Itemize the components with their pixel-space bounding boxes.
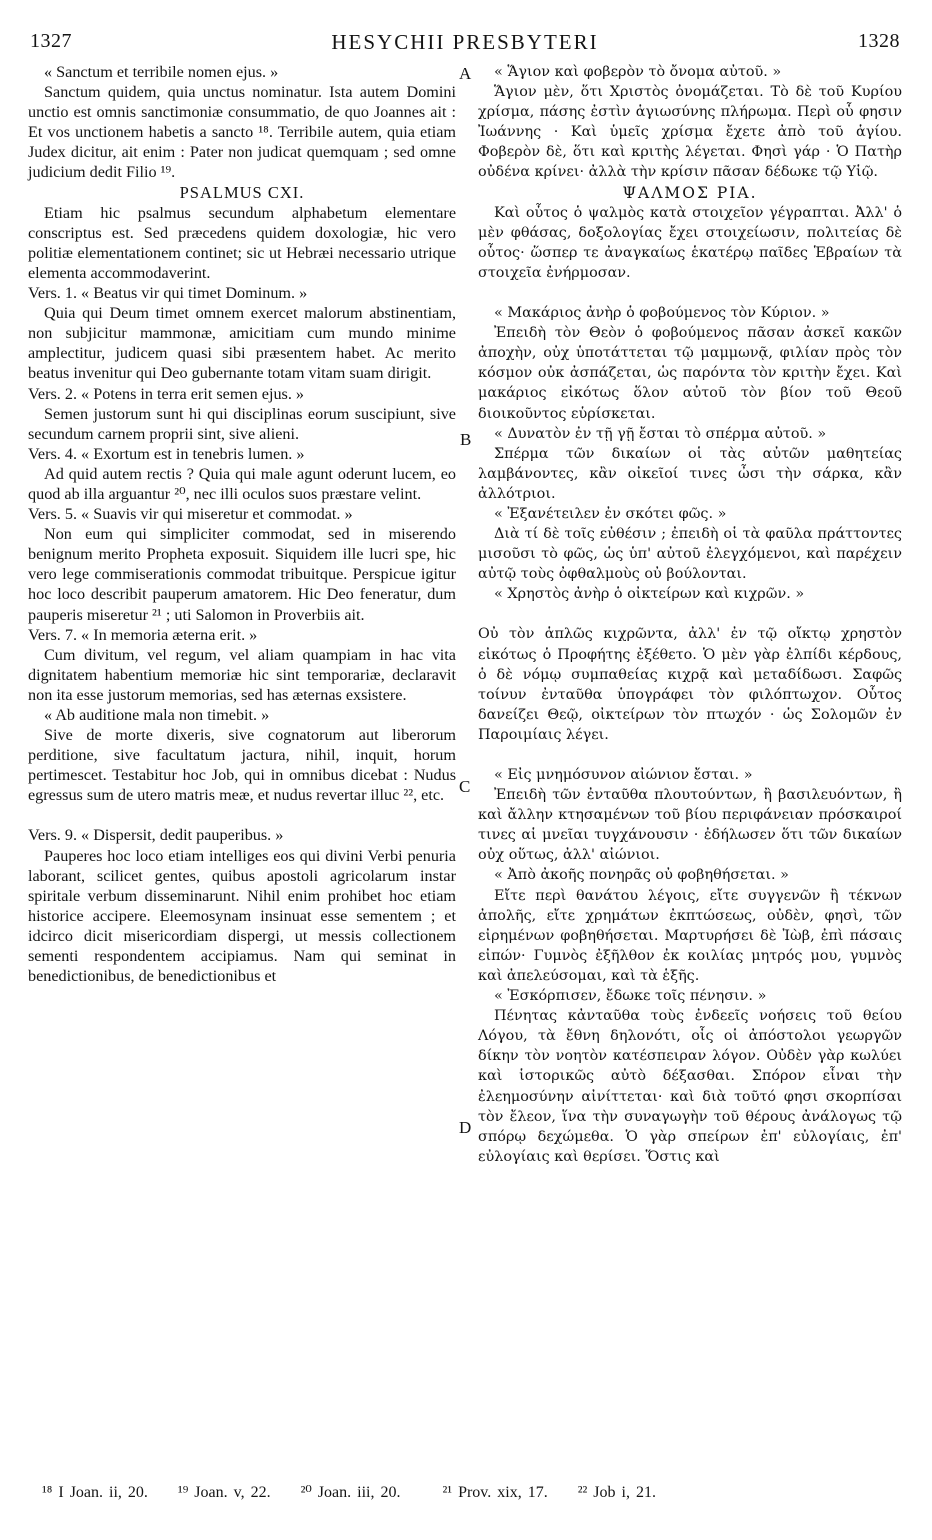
column-number-right: 1328 — [858, 30, 900, 52]
spacer — [478, 745, 902, 765]
latin-paragraph: Sive de morte dixeris, sive cognatorum aut liberorum perditione, sive facultatum jactura, nihil, inquit, horum pertimescet. Testabitur hoc Job, qui in omnibus dicebat : Nudus egressus sum de utero matris meæ, et nudus revertar illuc ²², etc. — [28, 726, 456, 805]
spacer — [478, 283, 902, 303]
footnote-22: ²² Job i, 21. — [577, 1484, 656, 1501]
greek-paragraph: Πένητας κἀνταῦθα τοὺς ἐνδεεῖς νοήσεις τοῦ θείου Λόγου, τὰ ἔθνη δηλονότι, οἷς οἱ ἀπόστολοι γεωργῶν δίκην τὸν νοητὸν κατέσπειραν λόγον. Οὐδὲν γὰρ κωλύει καὶ ἱστορικῶς αὐτὸ δέξασθαι. Σπόρον εἶναι τὴν ἐλεημοσύνην αἰνίττεται· καὶ διὰ τοῦτό φησι σκορπίσαι τὸν ἔλεον, ἵνα τὴν συναγωγὴν τοῦ θέρους ἀνάλογως τῷ σπόρῳ δεχώμεθα. Ὁ γὰρ σπείρων ἐπ' εὐλογίαις, ἐπ' εὐλογίαις καὶ θερίσει. Ὅστις καὶ — [478, 1008, 902, 1165]
greek-paragraph: Σπέρμα τῶν δικαίων οἱ τὰς αὐτῶν μαθητείας λαμβάνοντες, κἂν οἰκεῖοί τινες ὦσι τὴν σάρκα, κἂν ἀλλότριοι. — [478, 445, 902, 502]
footnotes — [42, 1482, 902, 1502]
greek-lemma: « Ἀπὸ ἀκοῆς πονηρᾶς οὐ φοβηθήσεται. » — [494, 867, 789, 884]
greek-column — [478, 62, 902, 1167]
footnote-20: ²⁰ Joan. iii, 20. — [300, 1484, 401, 1501]
greek-paragraph: Ἐπειδὴ τὸν Θεὸν ὁ φοβούμενος πᾶσαν ἀσκεῖ κακῶν ἀποχὴν, οὐχ ὑποτάττεται τῷ μαμμωνᾷ, φιλίαν πρὸς τὸν κόσμον οὐκ ἀσπάζεται, ὡς παρόντα τὸν κριτὴν ἔχει. Καὶ μακάριος εἰκότως ὅλον αὐτοῦ τὸν βίον τοῦ Θεοῦ διοικοῦντος εὑρίσκεται. — [478, 325, 902, 422]
greek-paragraph: Ἅγιον μὲν, ὅτι Χριστὸς ὀνομάζεται. Τὸ δὲ τοῦ Κυρίου χρίσμα, πάσης ἐστὶν ἁγιωσύνης πλήρωμα. Περὶ οὗ φησιν Ἰωάννης · Καὶ ὑμεῖς χρίσμα ἔχετε ἀπὸ τοῦ ἁγίου. Φοβερὸν δὲ, ὅτι καὶ κριτὴς λέγεται. Φησὶ γάρ · Ὁ Πατὴρ οὐδένα κρίνει· ἀλλὰ τὴν κρίσιν πᾶσαν δέδωκε τῷ Υἱῷ. — [478, 84, 902, 181]
running-header — [30, 30, 900, 60]
spacer — [478, 604, 902, 624]
latin-psalm-heading: PSALMUS CXI. — [179, 182, 305, 202]
margin-marker-b: B — [460, 430, 472, 449]
margin-marker-a: A — [459, 64, 472, 83]
greek-lemma: « Ἅγιον καὶ φοβερὸν τὸ ὄνομα αὐτοῦ. » — [494, 64, 782, 80]
latin-paragraph: Cum divitum, vel regum, vel aliam quampiam in hac vita dignitatem habentium memoriæ hic sint temporariæ, declaravit non ita esse justorum memorias, sed has æternas exsistere. — [28, 645, 456, 704]
latin-lemma: « Sanctum et terribile nomen ejus. » — [44, 63, 279, 81]
latin-paragraph: Non eum qui simpliciter commodat, sed in miserendo benignum merito Propheta exposuit. Siquidem ille lucri spe, hic vero lege commiserationis commodat tribuitque. Perspicue igitur hoc loco describit pauperum amatorem. Hic Deo feneratur, dum pauperis miseretur ²¹ ; uti Salomon in Proverbiis ait. — [28, 525, 456, 624]
latin-paragraph: Sanctum quidem, quia unctus nominatur. Ista autem Domini unctio est omnis sanctimoniæ consummatio, de quo Joannes ait : Et vos unctionem habetis a sancto ¹⁸. Terribile autem, quia etiam Judex dicitur, ait enim : Pater non judicat quemquam ; sed omne judicium dedit Filio ¹⁹. — [28, 83, 456, 182]
latin-paragraph: Ad quid autem rectis ? Quia qui male agunt oderunt lucem, eo quod ab illa arguantur ²⁰, nec illi oculos suos præstare velint. — [28, 464, 456, 503]
margin-marker-d: D — [459, 1118, 472, 1137]
greek-lemma: « Εἰς μνημόσυνον αἰώνιον ἔσται. » — [494, 767, 753, 783]
greek-lemma: « Δυνατὸν ἐν τῇ γῇ ἔσται τὸ σπέρμα αὐτοῦ. » — [494, 425, 827, 442]
running-title: HESYCHII PRESBYTERI — [331, 30, 599, 54]
greek-psalm-heading: ΨΑΛΜΟΣ ΡΙΑ. — [622, 183, 758, 202]
latin-verse-lemma: Vers. 9. « Dispersit, dedit pauperibus. » — [28, 826, 284, 845]
latin-verse-lemma: Vers. 2. « Potens in terra erit semen ejus. » — [28, 384, 305, 403]
latin-verse-lemma: Vers. 7. « In memoria æterna erit. » — [28, 625, 258, 644]
greek-lemma: « Χρηστὸς ἀνὴρ ὁ οἰκτείρων καὶ κιχρῶν. » — [494, 586, 805, 603]
latin-verse-lemma: Vers. 5. « Suavis vir qui miseretur et commodat. » — [28, 505, 353, 524]
greek-paragraph: Διὰ τί δὲ τοῖς εὐθέσιν ; ἐπειδὴ οἱ τὰ φαῦλα πράττοντες μισοῦσι τὸ φῶς, ὡς ὑπ' αὐτοῦ ἐλεγχόμενοι, καὶ παρέχειν αὐτῷ τοὺς ὀφθαλμοὺς οὐ βούλονται. — [478, 526, 902, 583]
greek-lemma: « Μακάριος ἀνὴρ ὁ φοβούμενος τὸν Κύριον. » — [494, 305, 830, 322]
latin-verse-lemma: Vers. 4. « Exortum est in tenebris lumen. » — [28, 444, 305, 463]
greek-paragraph: Εἴτε περὶ θανάτου λέγοις, εἴτε συγγενῶν ἢ τέκνων ἀπολῆς, εἴτε χρημάτων ἐκπτώσεως, οὐδὲν, φησὶ, τῶν εἰρημένων φοβηθήσεται. Μαρτυρήσει δὲ Ἰὼβ, ἐπὶ πάσαις εἰπών· Γυμνὸς ἐξῆλθον ἐκ κοιλίας μητρός μου, γυμνὸς καὶ ἀπελεύσομαι, καὶ τὰ ἑξῆς. — [478, 887, 902, 984]
footnote-21: ²¹ Prov. xix, 17. — [442, 1484, 548, 1501]
latin-lemma: « Ab auditione mala non timebit. » — [44, 706, 270, 724]
spacer — [28, 805, 456, 825]
latin-column — [28, 62, 456, 986]
column-number-left: 1327 — [30, 30, 72, 52]
greek-paragraph: Καὶ οὗτος ὁ ψαλμὸς κατὰ στοιχεῖον γέγραπται. Ἀλλ' ὁ μὲν φθάσας, δοξολογίας ἔχει στοιχείωσιν, πολιτείας δὲ οὗτος· ὥσπερ τε ἀναγκαίως ἑκατέρῳ παῖδες Ἑβραίων τὰ στοιχεῖα ἐνήρμοσαν. — [478, 204, 902, 281]
latin-paragraph: Semen justorum sunt hi qui disciplinas eorum suscipiunt, sive secundum carnem proprii sint, sive alieni. — [28, 404, 456, 443]
latin-paragraph: Etiam hic psalmus secundum alphabetum elementare conscriptus est. Sed præcedens quidem doxologiæ, hic vero politiæ elementationem continet; sic ut Hebræi necessario utrique elementa accommodaverint. — [28, 203, 456, 282]
latin-paragraph: Pauperes hoc loco etiam intelliges eos qui divini Verbi penuria laborant, scilicet gentes, quibus apostoli agricolarum instar spiritale verbum disseminarunt. Nihil enim prohibet hoc etiam historice accipere. Eleemosynam insinuat esse sementem ; et idcirco dicit misericordiam dispergi, ut messis collectionem sementi respondentem accipiamus. Nam qui seminat in benedictionibus, de benedictionibus et — [28, 846, 456, 986]
footnote-19: ¹⁹ Joan. v, 22. — [177, 1484, 271, 1501]
latin-verse-lemma: Vers. 1. « Beatus vir qui timet Dominum. » — [28, 284, 308, 303]
greek-paragraph: Ἐπειδὴ τῶν ἐνταῦθα πλουτούντων, ἢ βασιλευόντων, ἢ καὶ ἄλλην κτησαμένων τοῦ βίου περιφάνειαν πρόσκαιροί τινες αἱ μνεῖαι τυγχάνουσιν · ἐδήλωσεν ὅτι τῶν δικαίων οὐχ οὕτως, ἀλλ' αἰώνιοι. — [478, 787, 902, 864]
latin-paragraph: Quia qui Deum timet omnem exercet malorum abstinentiam, non subjicitur mammonæ, amicitiam cum mundo minime amplectitur, judicem quasi sibi præsentem habet. Ac merito beatus invenitur qui Deo gubernante totam vitam suam dirigit. — [28, 304, 456, 383]
greek-lemma: « Ἐσκόρπισεν, ἔδωκε τοῖς πένησιν. » — [494, 988, 767, 1005]
greek-lemma: « Ἐξανέτειλεν ἐν σκότει φῶς. » — [494, 505, 727, 522]
greek-paragraph: Οὐ τὸν ἁπλῶς κιχρῶντα, ἀλλ' ἐν τῷ οἴκτῳ χρηστὸν εἰκότως ὁ Προφήτης ἐξέθετο. Ὁ μὲν γὰρ ἐλπίδι κέρδους, ὁ δὲ νόμῳ συμπαθείας κιχρᾷ καὶ μεταδίδωσι. Σαφῶς τοίνυν ἐνταῦθα ὑπογράφει τὸν φιλόπτωχον. Οὗτος δανείζει Θεῷ, οἰκτείρων τὸν πτωχόν · ὡς Σολομῶν ἐν Παροιμίαις λέγει. — [478, 626, 902, 743]
footnote-18: ¹⁸ I Joan. ii, 20. — [42, 1484, 148, 1501]
margin-marker-c: C — [459, 777, 471, 796]
